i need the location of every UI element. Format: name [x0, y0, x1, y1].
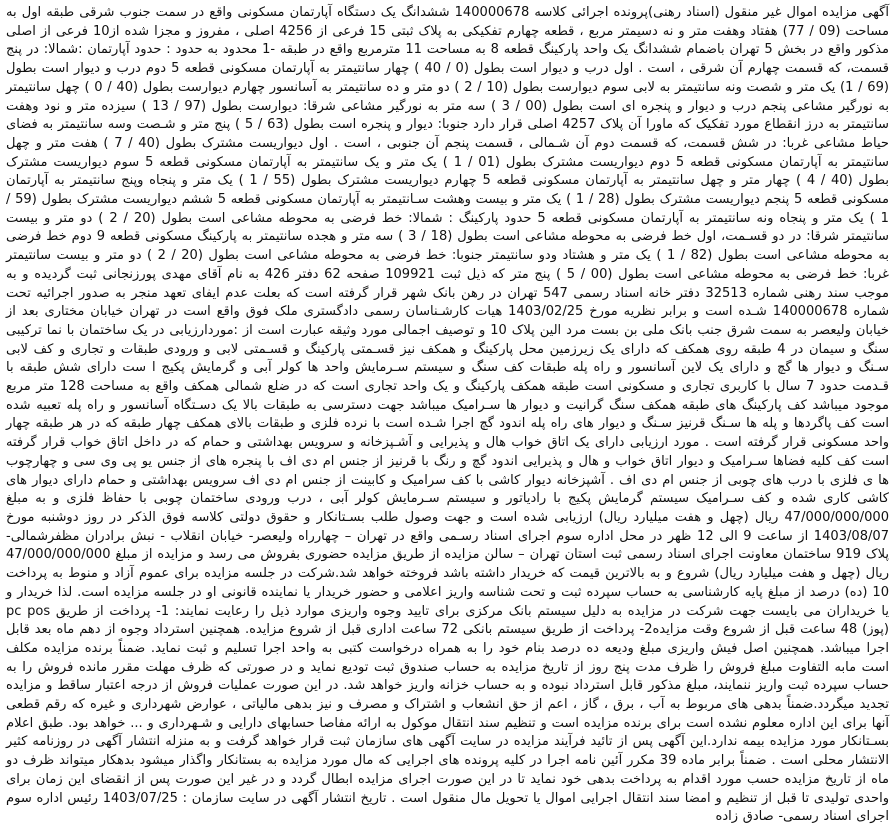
auction-notice-text: آگهی مزایده اموال غیر منقول (اسناد رهنی)پرونده اجرائی کلاسه 140000678 ششدانگ یک دستگاه آپارتمان مسکونی واقع در سمت جنوب شرقی طبقه اول به مساحت (09 / 77) هفتاد وهفت متر و نه دسیمتر مربع ، قطعه چهارم تفکیکی به پلاک ثبتی 15 فرعی از 4256 اصلی ، مفروز و مجزا شده از10 فرعی از اصلی مذکور واقع در بخش 5 تهران باضمام ششدانگ یک واحد پارکینگ قطعه 8 به مساحت 11 مترمربع واقع در طبقه -1 محدود به حدود : حدود آپارتمان :شمالا: در پنج قسمت، که قسمت چهارم آن شرقی ، است . اول درب و دیوار است بطول (0 / 40 ) چهار سانتیمتر به آپارتمان مسکونی قطعه 5 دوم درب و دیوار است بطول (69 / 1) یک متر و شصت ونه سانتیمتر به لابی سوم دیوارست بطول (10 / 2 ) دو متر و ده سانتیمتر به آسانسور چهارم دیوارست بطول (40 / 0 ) چهل سانتیمتر به نورگیر مشاعی پنجم درب و دیوار و پنجره ای است بطول (00 / 3 ) سه متر به نورگیر مشاعی شرقا: دیوارست بطول (97 / 13 ) سیزده متر و نود وهفت سانتیمتر به درز انقطاع مورد تفکیک که ماورا آن پلاک 4257 اصلی قرار دارد جنوبا: دیوار و پنجره است بطول (63 / 5 ) پنج متر و شـصت وسه سانتیمتر به فضای حیاط مشاعی غربا: در شش قسمت، که قسمت دوم آن شـمالی ، قسمت پنجم آن جنوبی ، است . اول دیواریست مشترک بطول (40 / 7 ) هفت متر و چهل سانتیمتر به آپارتمان مسکونی قطعه 5 دوم دیواریست مشترک بطول (01 / 1 ) یک متر و یک سانتیمتر به آپارتمان مسکونی قطعه 5 سوم دیواریست مشترک بطول (40 / 4 ) چهار متر و چهل سانتیمتر به آپارتمان مسکونی قطعه 5 چهارم دیواریست مشترک بطول (55 / 1 ) یک متر و پنجاه وپنج سانتیمتر به آپارتمان مسکونی قطعه 5 پنجم دیواریست مشترک بطول (28 / 1 ) یک متر و بیست وهشت سـانتیمتر به آپارتمان مسکونی قطعه 5 ششم دیواریست مشترک بطول (59 / 1 ) یک متر و پنجاه ونه سانتیمتر به آپارتمان مسکونی قطعه 5 حدود پارکینگ : شمالا: خط فرضی به محوطه مشاعی است بطول (20 / 2 ) دو متر و بیست سانتیمتر شرقا: در دو قسـمت، اول خط فرضی به محوطه مشاعی است بطول (18 / 3 ) سه متر و هجده سانتیمتر به پارکینگ مسکونی قطعه 9 دوم خط فرضی به محوطه مشاعی است بطول (82 / 1 ) یک متر و هشتاد ودو سانتیمتر جنوبا: خط فرضی به محوطه مشاعی است بطول (20 / 2 ) دو متر و بیست سانتیمتر غربا: خط فرضی به محوطه مشاعی است بطول (00 / 5 ) پنج متر که ذیل ثبت 109921 صفحه 62 دفتر 426 به نام آقای مهدی پورزنجانی ثبت گردیده و به موجب سند رهنی شماره 32513 دفتر خانه اسناد رسمی 547 تهران در رهن بانک شهر قرار گرفته است که بعلت عدم ایفای تعهد منجر به صدور اجرائیه تحت شماره 140000678 شـده است و برابر نظریه مورخ 1403/02/25 هیات کارشـناسان رسمی دادگستری ملک فوق واقع است در تهران خیابان مختاری بعد از خیابان ولیعصر به سمت شرق جنب بانک ملی بن بست مرد الین پلاک 10 و توصیف اجمالی مورد وثیقه عبارت است از :موردارزیابی در یک ساختمان با نما ترکیبی سنگ و سیمان در 4 طبقه روی همکف که دارای یک زیرزمین محل پارکینگ و همکف نیز قسـمتی پارکینگ و قسـمتی لابی و ورودی طبقات و تجاری و کف لابی سـنگ و دیوار ها گچ و دارای یک لاین آسانسور و راه پله طبقات کف سنگ و سیستم سـرمایش واحد ها کولر آبی و گرمایش پکیج ا ست دارای شش طبقه با قـدمت حدود 7 سال با کاربری تجاری و مسکونی است طبقه همکف پارکینگ و یک واحد تجاری است که در ضلع شمالی همکف واقع به مساحت 128 متر مربع موجود میباشد کف پارکینگ های طبقه همکف سنگ گرانیت و دیوار ها سـرامیک میباشد جهت دسترسی به طبقات بالا یک دسـتگاه آسانسور و راه پله تعبیه شده است کف پاگردها و پله ها سـنگ قرنیز سـنگ و دیوار های راه پله اندود گچ اجرا شـده است با نرده فلزی و طبقات بالای همکف چهار طبقه که در هر طبقه چهار واحد مسکونی قرار گرفته است . مورد ارزیابی دارای یک اتاق خواب هال و پذیرایی و آشـپزخانه و سرویس بهداشتی و حمام که در داخل اتاق خواب قرار گرفته است کف کلیه فضاها سـرامیک و دیوار اتاق خواب و هال و پذیرایی اندود گچ و رنگ با قرنیز از جنس ام دی اف با پنجره های از جنس یو پی وی سی و چهارچوب ها ی فلزی با درب های چوبی از جنس ام دی اف . آشپزخانه دیوار کاشی با کف سرامیک و کابینت از جنس ام دی اف سرویس بهداشتی و حمام دارای دیوار های کاشی کاری شده و کف سـرامیک سیستم گرمایش پکیج با رادیاتور و سیستم سـرمایش کولر آبی ، درب ورودی ساختمان چوبی با حفاظ فلزی و به مبلغ 47/000/000/000 ریال (چهل و هفت میلیارد ریال) ارزیابی شده است و جهت وصول طلب بسـتانکار و حقوق دولتی کلاسه فوق الذکر در روز دوشنبه مورخ 1403/08/07 از ساعت 9 الی 12 ظهر در محل اداره سوم اجرای اسناد رسـمی واقع در تهران – چهارراه ولیعصر- خیابان انقلاب - نبش برادران مظفرشمالی- پلاک 919 ساختمان معاونت اجرای اسناد رسمی ثبت استان تهران – سالن مزایده از طریق مزایده حضوری بفروش می رسد و مزایده از مبلغ 47/000/000/000 ریال (چهل و هفت میلیارد ریال) شروع و به بالاترین قیمت که خریدار داشته باشد فروخته خواهد شد.شرکت در جلسه مزایده برای عموم آزاد و منوط به پرداخت 10 (ده) درصد از مبلغ پایه کارشناسی به حساب سپرده ثبت و تحت شناسه واریز اعلامی و حضور خریدار یا نماینده قانونی او در جلسه مزایده است. لذا خریدار و یا خریداران می بایست جهت شرکت در مزایده به دلیل سیستم بانک مرکزی برای تایید وجوه واریزی موارد ذیل را رعایت نمایند: 1- پرداخت از طریق pc pos (پوز) 48 ساعت قبل از شروع وقت مزایده2- پرداخت از طریق سیستم بانکی 72 ساعت اداری قبل از شروع مزایده. همچنین استرداد وجوه از دهم ماه بعد قابل اجرا میباشد. همچنین اصل فیش واریزی مبلغ ودیعه ده درصد بنام خود را به همراه درخواست کتبی به واحد اجرا تسلیم و ثبت نماید. ضمناً برنده مزایده مکلف است مابه التفاوت مبلغ فروش را ظرف مدت پنج روز از تاریخ مزایده به حساب صندوق ثبت تودیع نماید و در صورتی که ظرف مهلت مقرر مانده فروش را به حساب سپرده ثبت واریز ننمایند، مبلغ مذکور قابل استرداد نبوده و به حساب خزانه واریز خواهد شد. در این صورت عملیات فروش از درجه اعتبار ساقط و مزایده تجدید میگردد.ضمناً بدهی های مربوط به آب ، برق ، گاز ، اعم از حق انشعاب و اشتراک و مصرف و نیز بدهی مالیاتی ، عوارض شهرداری و غیره که رقم قطعی آنها برای این اداره معلوم نشده است برای برنده مزایده است و تنظیم سند انتقال موکول به ارائه مفاصا حسابهای دارایی و شـهرداری و ... خواهد بود. طبق اعلام بسـتانکار مورد مزایده بیمه ندارد.این آگهی پس از تائید فرآیند مزایده در سایت آگهی های سازمان ثبت قرار خواهد گرفت و به منزله انتشار آگهی در روزنامه کثیر الانتشار محلی است . ضمناً برابر ماده 39 مکرر آئین نامه اجرا در کلیه پرونده های اجرایی که مال مورد مزایده به بستانکار واگذار میشود بدهکار میتواند ظرف دو ماه از تاریخ مزایده حسب مورد اقدام به پرداخت بدهی خود نماید تا در این صورت اجرای مزایده ابطال گردد و در غیر این صورت پس از انقضای این زمان برای واحدی تولیدی تا قبل از تنظیم و امضا سند انتقال اجرایی اموال یا تحویل مال منقول است . تاریخ انتشار آگهی در سایت سازمان : 1403/07/25 رئیس اداره سوم اجرای اسناد رسمی- صادق زاده	[6, 5, 890, 825]
